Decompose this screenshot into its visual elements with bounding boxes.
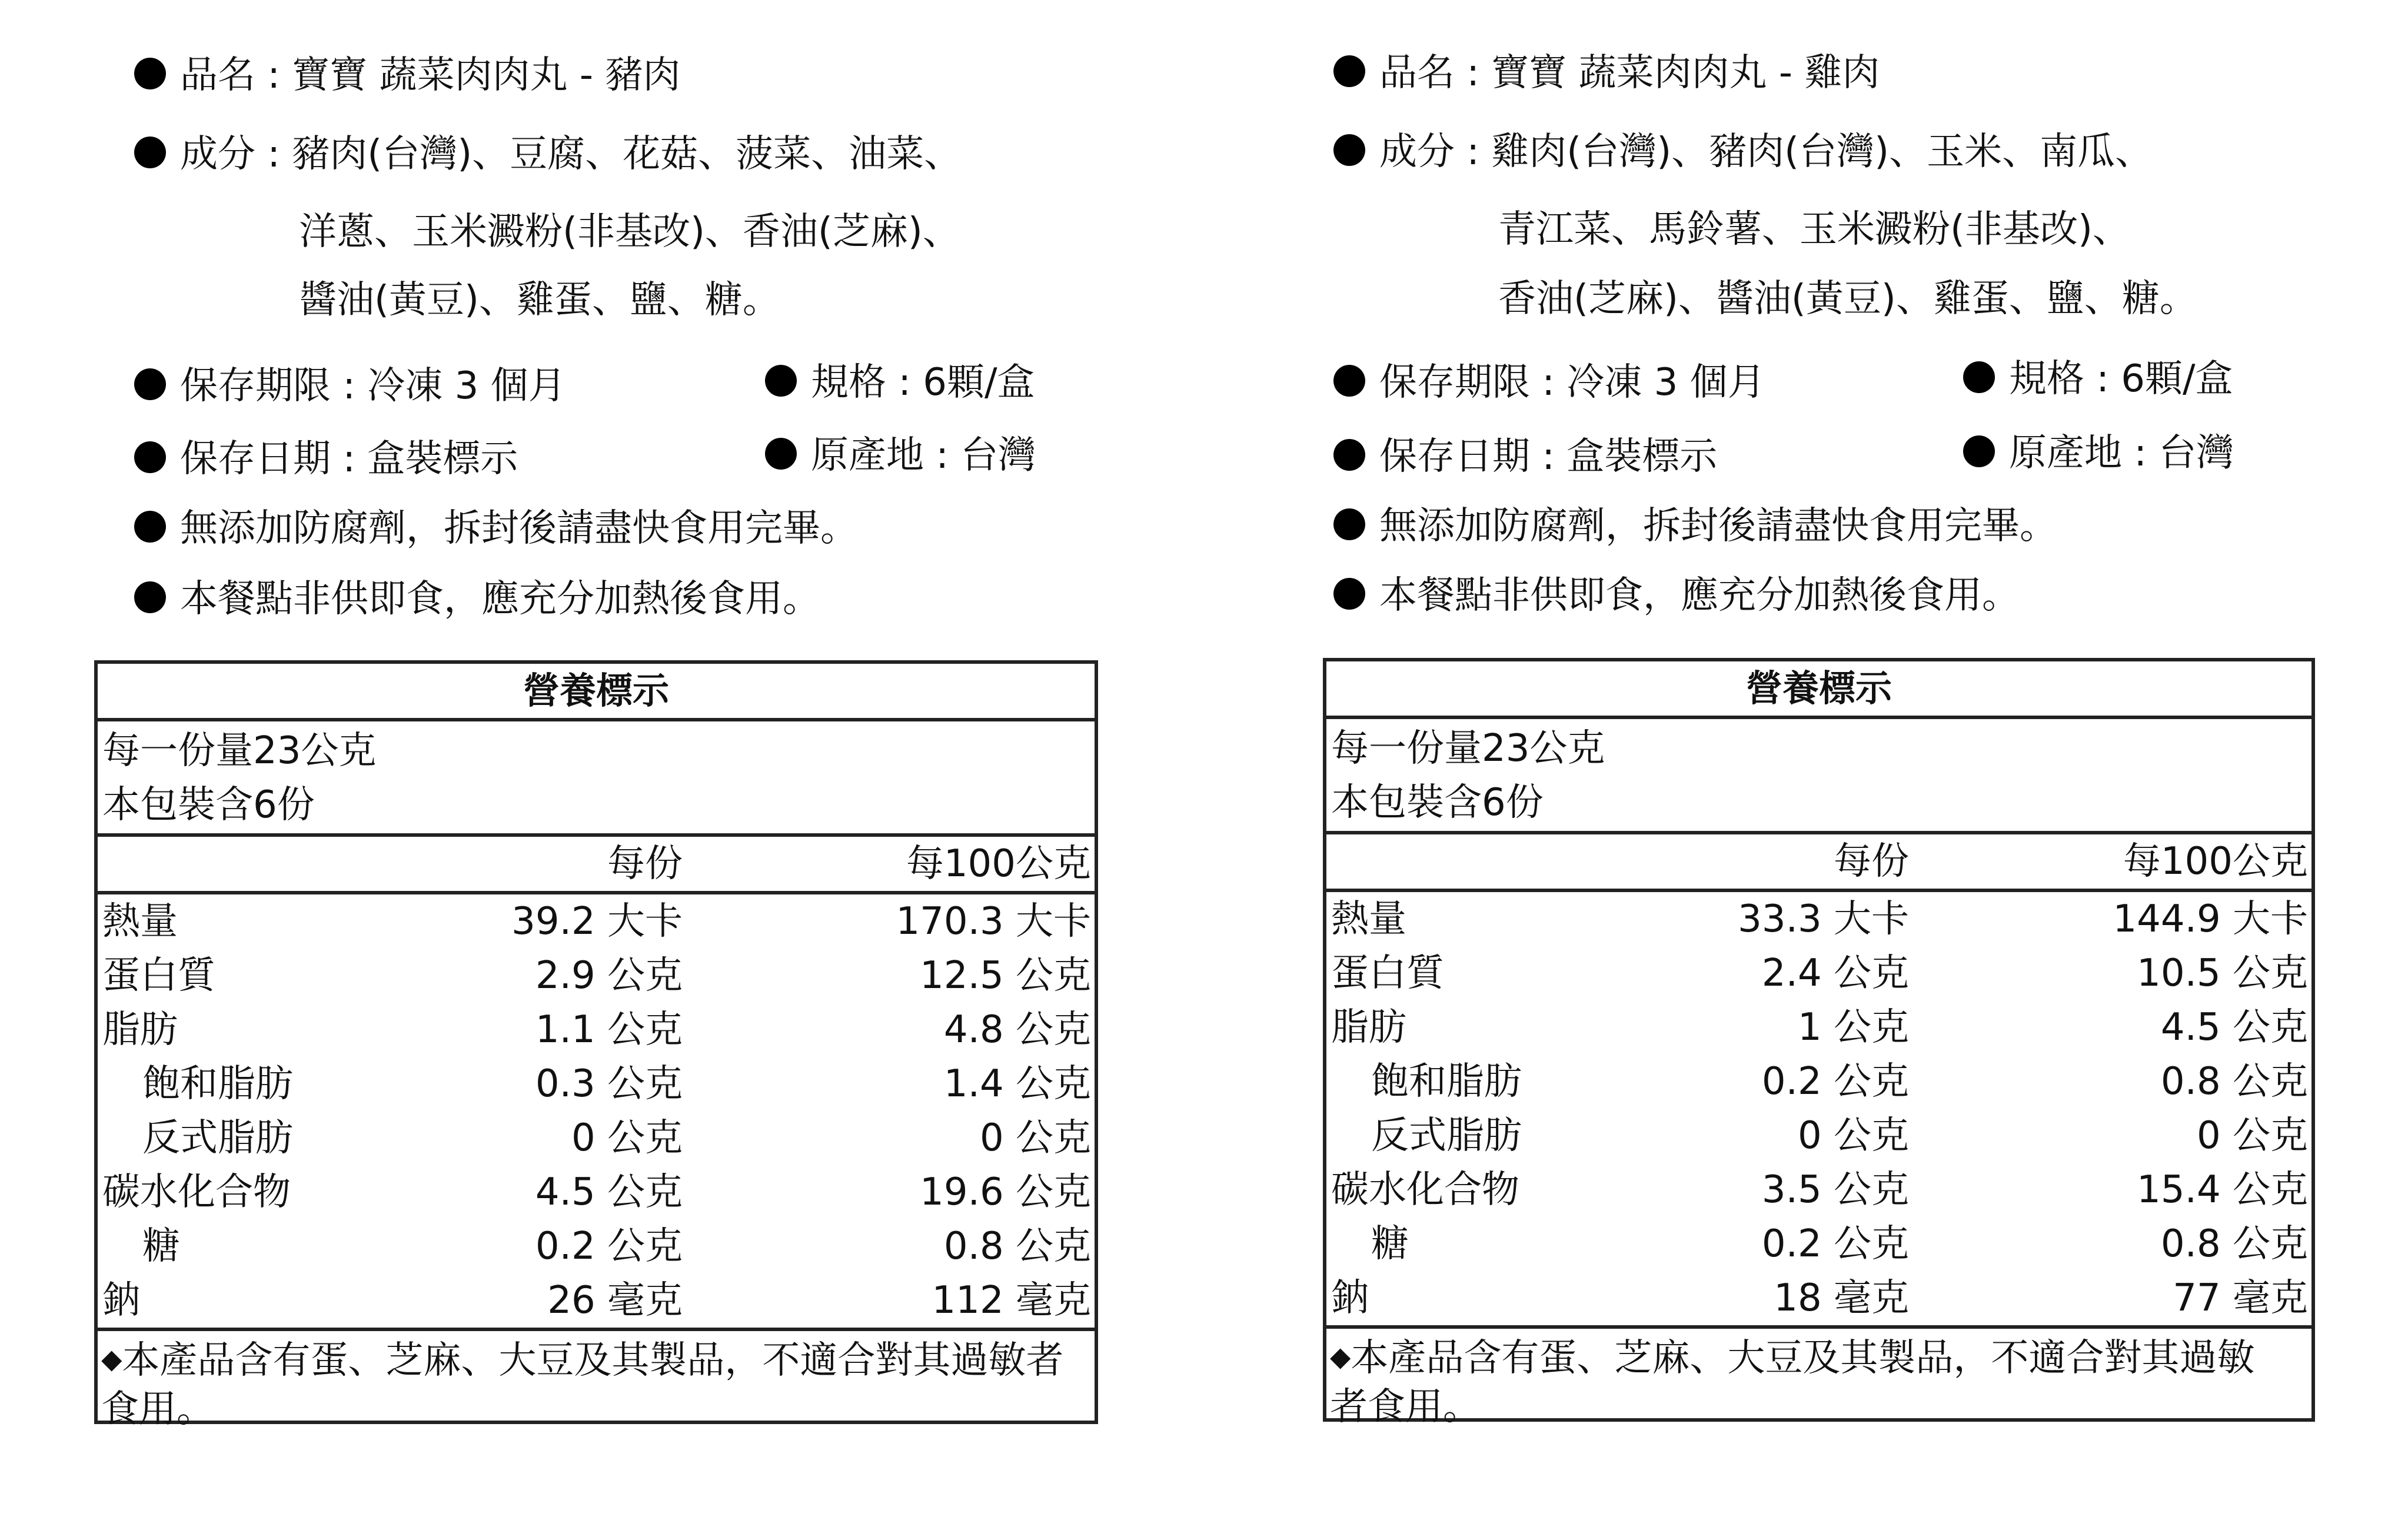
table-row: 反式脂肪 0 公克 0 公克 — [1371, 1114, 2308, 1158]
table-row: 糖 0.2 公克 0.8 公克 — [1371, 1222, 2308, 1266]
bullet-icon — [1963, 361, 1995, 393]
diamond-icon: ◆ — [1330, 1341, 1351, 1373]
serving-size: 每一份量23公克 — [102, 729, 377, 773]
bullet-icon — [134, 581, 166, 613]
ingredients-line: 成分 : 雞肉(台灣)、豬肉(台灣)、玉米、南瓜、 — [1333, 128, 2153, 175]
bullet-icon — [765, 438, 797, 470]
table-row: 糖 0.2 公克 0.8 公克 — [142, 1225, 1091, 1268]
table-row: 熱量 39.2 大卡 170.3 大卡 — [102, 900, 1091, 943]
bullet-icon — [134, 441, 166, 473]
origin-line: 原產地 : 台灣 — [1963, 430, 2234, 477]
serving-size: 每一份量23公克 — [1331, 727, 1605, 770]
column-headers — [1326, 834, 2311, 892]
col-per-serving: 每份 — [1834, 840, 1909, 883]
ingredients-continuation: 洋蔥、玉米澱粉(非基改)、香油(芝麻)、 — [299, 210, 960, 254]
bullet-icon — [134, 137, 166, 168]
serving-info — [1326, 719, 2311, 834]
table-row: 熱量 33.3 大卡 144.9 大卡 — [1331, 897, 2308, 941]
servings-per-pack: 本包裝含6份 — [1331, 781, 1544, 824]
serving-info — [98, 721, 1095, 837]
allergen-notice: ◆本產品含有蛋、芝麻、大豆及其製品，不適合對其過敏者 食用。 — [98, 1328, 1095, 1433]
spec-line: 規格 : 6顆/盒 — [1963, 355, 2233, 403]
heating-note: 本餐點非供即食，應充分加熱後食用。 — [134, 576, 820, 623]
column-headers — [98, 837, 1095, 894]
table-row: 反式脂肪 0 公克 0 公克 — [142, 1116, 1091, 1160]
nutrition-title: 營養標示 — [98, 664, 1095, 721]
col-per-100g: 每100公克 — [2123, 840, 2308, 883]
nutrition-title: 營養標示 — [1326, 661, 2311, 719]
bullet-icon — [1333, 439, 1365, 471]
product-panel-chicken — [1204, 0, 2357, 1520]
heating-note: 本餐點非供即食，應充分加熱後食用。 — [1333, 572, 2020, 619]
shelf-life-line: 保存期限 : 冷凍 3 個月 — [1333, 359, 1765, 406]
ingredients-continuation: 青江菜、馬鈴薯、玉米澱粉(非基改)、 — [1498, 208, 2130, 251]
bullet-icon — [1333, 365, 1365, 397]
bullet-icon — [1333, 55, 1365, 87]
bullet-icon — [134, 58, 166, 89]
table-row: 蛋白質 2.9 公克 12.5 公克 — [102, 954, 1091, 997]
col-per-serving: 每份 — [607, 842, 683, 886]
col-per-100g: 每100公克 — [906, 842, 1091, 886]
bullet-icon — [134, 511, 166, 543]
expiry-line: 保存日期 : 盒裝標示 — [134, 435, 518, 483]
expiry-line: 保存日期 : 盒裝標示 — [1333, 433, 1717, 480]
shelf-life-line: 保存期限 : 冷凍 3 個月 — [134, 362, 566, 410]
nutrition-table — [1323, 658, 2315, 1429]
table-row: 鈉 18 毫克 77 毫克 — [1331, 1276, 2308, 1320]
preservative-note: 無添加防腐劑，拆封後請盡快食用完畢。 — [1333, 503, 2057, 550]
bullet-icon — [1333, 578, 1365, 610]
table-row: 鈉 26 毫克 112 毫克 — [102, 1279, 1091, 1322]
bullet-icon — [1333, 508, 1365, 540]
bullet-icon — [1963, 435, 1995, 467]
table-row: 飽和脂肪 0.3 公克 1.4 公克 — [142, 1062, 1091, 1106]
nutrition-rows — [1326, 892, 2311, 1325]
product-name-line: 品名 : 寶寶 蔬菜肉肉丸 - 豬肉 — [134, 52, 680, 99]
bullet-icon — [765, 365, 797, 397]
table-row: 碳水化合物 4.5 公克 19.6 公克 — [102, 1170, 1091, 1214]
table-row: 脂肪 1 公克 4.5 公克 — [1331, 1006, 2308, 1049]
diamond-icon: ◆ — [101, 1343, 122, 1375]
ingredients-continuation: 醬油(黃豆)、雞蛋、鹽、糖。 — [299, 278, 780, 322]
bullet-icon — [134, 368, 166, 400]
table-row: 蛋白質 2.4 公克 10.5 公克 — [1331, 952, 2308, 995]
origin-line: 原產地 : 台灣 — [765, 432, 1036, 479]
product-name-line: 品名 : 寶寶 蔬菜肉肉丸 - 雞肉 — [1333, 49, 1880, 97]
preservative-note: 無添加防腐劑，拆封後請盡快食用完畢。 — [134, 505, 858, 552]
product-panel-pork — [0, 0, 1153, 1520]
allergen-notice: ◆本產品含有蛋、芝麻、大豆及其製品，不適合對其過敏 者食用。 — [1326, 1325, 2311, 1431]
nutrition-table — [94, 660, 1098, 1432]
table-row: 脂肪 1.1 公克 4.8 公克 — [102, 1008, 1091, 1052]
ingredients-line: 成分 : 豬肉(台灣)、豆腐、花菇、菠菜、油菜、 — [134, 131, 962, 178]
table-row: 飽和脂肪 0.2 公克 0.8 公克 — [1371, 1060, 2308, 1103]
spec-line: 規格 : 6顆/盒 — [765, 359, 1035, 406]
ingredients-continuation: 香油(芝麻)、醬油(黃豆)、雞蛋、鹽、糖。 — [1498, 277, 2197, 321]
nutrition-rows — [98, 894, 1095, 1328]
bullet-icon — [1333, 134, 1365, 166]
table-row: 碳水化合物 3.5 公克 15.4 公克 — [1331, 1168, 2308, 1212]
servings-per-pack: 本包裝含6份 — [102, 783, 315, 827]
